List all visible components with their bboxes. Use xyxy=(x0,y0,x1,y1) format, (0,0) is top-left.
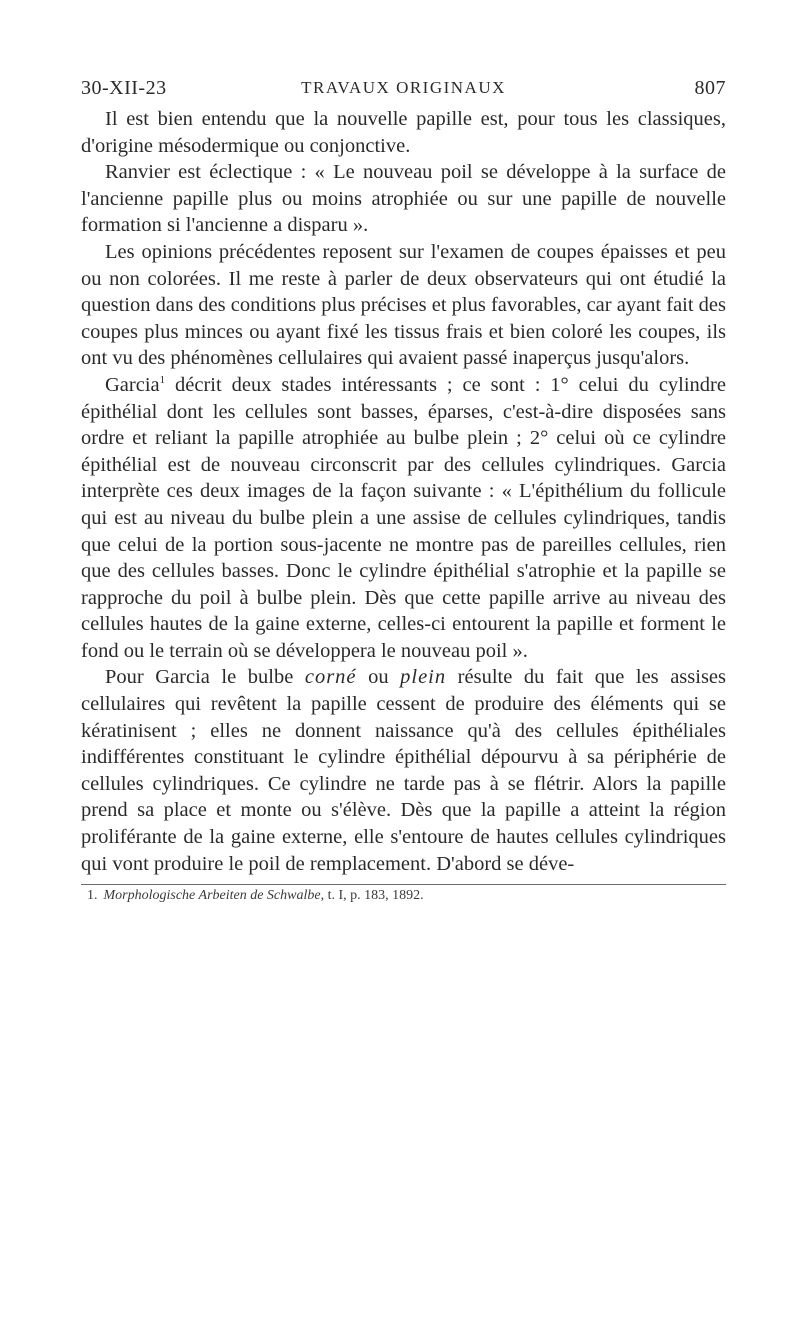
italic-plein: plein xyxy=(400,666,447,689)
paragraph-3: Les opinions précédentes reposent sur l'examen de coupes épaisses et peu ou non colorées. Il me reste à parler de deux observateurs qui ont étudié la question dans des conditions plus précises et plus favorables, car ayant fait des coupes plus minces ou ayant fixé les tissus frais et bien coloré les coupes, ils ont vu des phénomènes cellulaires qui avaient passé inaperçus jusqu'alors. xyxy=(81,240,727,370)
footnote-ref: 1 xyxy=(159,373,166,386)
paragraph-1: Il est bien entendu que la nouvelle papille est, pour tous les classiques, d'origine mésodermique ou conjonctive. xyxy=(81,108,726,157)
page xyxy=(81,70,726,907)
italic-corne: corné xyxy=(304,666,357,689)
paragraph-2: Ranvier est éclectique : « Le nouveau poil se développe à la surface de l'ancienne papille plus ou moins atrophiée ou sur une papille de nouvelle formation si l'ancienne a disparu ». xyxy=(81,161,726,237)
footnote-title: Morphologische Arbeiten de Schwalbe xyxy=(103,888,321,904)
paragraph-4 xyxy=(81,372,726,665)
running-head xyxy=(81,70,726,106)
footnote xyxy=(81,885,726,907)
paragraph-5-part1: Pour Garcia le bulbe xyxy=(105,666,305,689)
body-text xyxy=(81,106,726,877)
paragraph-5-part3: résulte du fait que les assises cellulaires qui revêtent la papille cessent de produire des éléments qui se kératinisent ; elles ne donnent naissance qu'à des cellules épithéliales indifférentes constituant le cylindre épithélial dépourvu à sa périphérie de cellules cylindriques. Ce cylindre ne tarde pas à se flétrir. Alors la papille prend sa place et monte ou s'élève. Dès que la papille a atteint la région proliférante de la gaine externe, elle s'entoure de hautes cellules cylindriques qui vont produire le poil de remplacement. D'abord se déve- xyxy=(81,666,726,875)
paragraph-4-text: décrit deux stades intéressants ; ce sont : 1° celui du cylindre épithélial dont les cellules sont basses, éparses, c'est-à-dire disposées sans ordre et reliant la papille atrophiée au bulbe plein ; 2° celui où ce cylindre épithélial est de nouveau circonscrit par des cellules cylindriques. Garcia interprète ces deux images de la façon suivante : « L'épithélium du follicule qui est au niveau du bulbe plein a une assise de cellules cylindriques, tandis que celui de la portion sous-jacente ne montre pas de pareilles cellules, rien que des cellules basses. Donc le cylindre épithélial s'atrophie et la papille se rapproche du poil à bulbe plein. Dès que cette papille arrive au niveau des cellules hautes de la gaine externe, celles-ci entourent la papille et forment le fond ou le terrain où se développera le nouveau poil ». xyxy=(81,373,726,662)
footnote-rest: , t. I, p. 183, 1892. xyxy=(320,888,424,904)
paragraph-5 xyxy=(81,664,726,877)
header-date: 30-XII-23 xyxy=(81,77,167,99)
footnote-number: 1. xyxy=(87,888,98,904)
author-name: Garcia xyxy=(105,373,160,396)
header-title: TRAVAUX ORIGINAUX xyxy=(301,78,506,97)
paragraph-5-part2: ou xyxy=(356,666,401,689)
page-number: 807 xyxy=(694,77,726,99)
